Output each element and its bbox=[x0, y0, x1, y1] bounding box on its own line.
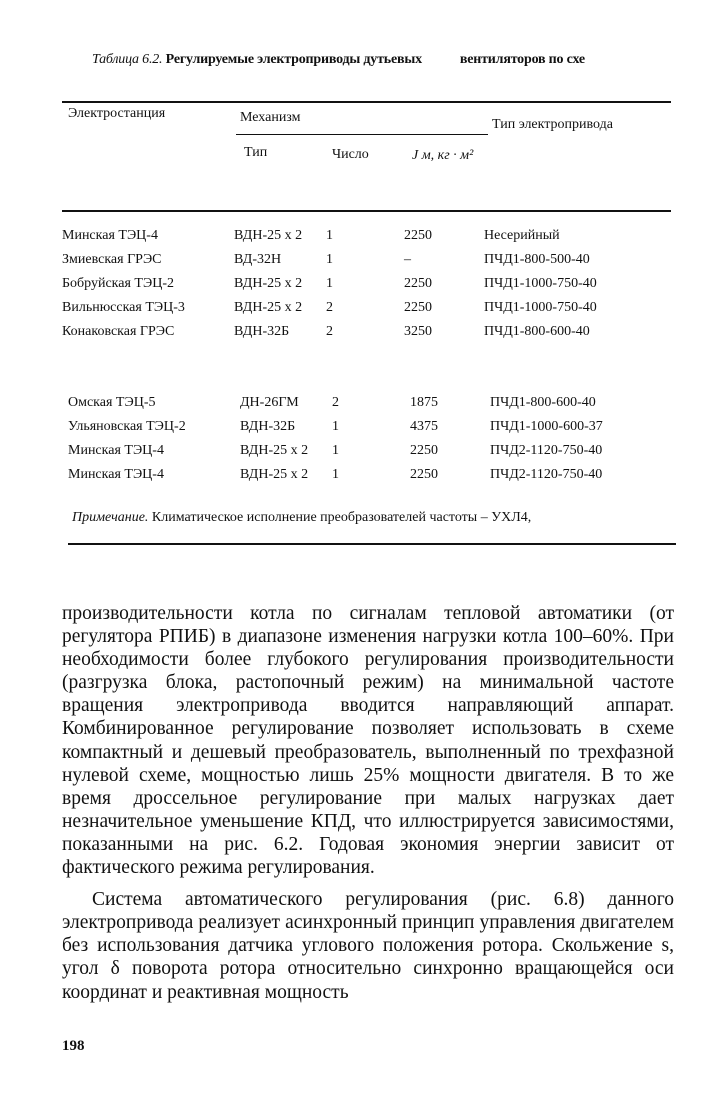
cell-type: ВДН-25 х 2 bbox=[234, 300, 303, 315]
cell-type: ВДН-32Б bbox=[240, 419, 296, 434]
table-caption-lead: Таблица 6.2. bbox=[92, 52, 163, 67]
header-type: Тип bbox=[244, 145, 268, 160]
header-mechanism: Механизм bbox=[240, 110, 301, 125]
cell-count: 2 bbox=[332, 395, 339, 410]
table-row bbox=[68, 419, 630, 443]
cell-count: 2 bbox=[326, 300, 333, 315]
cell-type: ВДН-25 х 2 bbox=[234, 228, 303, 243]
cell-inertia: – bbox=[404, 252, 411, 267]
cell-inertia: 4375 bbox=[410, 419, 438, 434]
cell-station: Ульяновская ТЭЦ-2 bbox=[68, 419, 186, 434]
cell-station: Минская ТЭЦ-4 bbox=[68, 443, 164, 458]
cell-station: Конаковская ГРЭС bbox=[62, 324, 175, 339]
table-top-rule bbox=[62, 101, 671, 103]
header-bottom-rule bbox=[62, 210, 671, 212]
cell-inertia: 2250 bbox=[404, 276, 432, 291]
cell-station: Вильнюсская ТЭЦ-3 bbox=[62, 300, 185, 315]
cell-drive: ПЧД2-1120-750-40 bbox=[490, 443, 603, 458]
cell-drive: ПЧД2-1120-750-40 bbox=[490, 467, 603, 482]
table-row bbox=[62, 300, 624, 324]
cell-station: Змиевская ГРЭС bbox=[62, 252, 162, 267]
header-station: Электростанция bbox=[68, 106, 166, 121]
cell-drive: Несерийный bbox=[484, 228, 560, 243]
table-note-text: Климатическое исполнение преобразователей частоты – УХЛ4, bbox=[151, 510, 532, 525]
table-caption-main: Регулируемые электроприводы дутьевых bbox=[165, 52, 422, 67]
cell-inertia: 2250 bbox=[404, 228, 432, 243]
page-number: 198 bbox=[62, 1038, 85, 1054]
table-row bbox=[68, 467, 630, 491]
header-inertia: J м, кг · м² bbox=[412, 148, 474, 163]
cell-count: 1 bbox=[326, 276, 333, 291]
header-count: Число bbox=[332, 147, 369, 162]
cell-count: 1 bbox=[326, 252, 333, 267]
cell-drive: ПЧД1-1000-750-40 bbox=[484, 276, 597, 291]
cell-station: Минская ТЭЦ-4 bbox=[62, 228, 158, 243]
cell-type: ДН-26ГМ bbox=[240, 395, 299, 410]
paragraph: Система автоматического регулирования (рис. 6.8) данного электропривода реализует асинхронный принцип управления двигателем без использования датчика углового положения ротора. Скольжение s, угол δ поворота ротора относительно синхронно вращающейся оси координат и реактивная мощность bbox=[62, 889, 674, 1003]
cell-type: ВД-32Н bbox=[234, 252, 282, 267]
table-row bbox=[68, 443, 630, 467]
table-row bbox=[62, 276, 624, 300]
table-row bbox=[68, 395, 630, 419]
paragraph: производительности котла по сигналам тепловой автоматики (от регулятора РПИБ) в диапазоне изменения нагрузки котла 100–60%. При необходимости более глубокого регулирования производительности (разгрузка блока, растопочный режим) на минимальной частоте вращения электропривода вводится направляющий аппарат. Комбинированное регулирование позволяет использовать в схеме компактный и дешевый преобразователь, выполненный по трехфазной нулевой схеме, мощностью лишь 25% мощности двигателя. В то же время дроссельное регулирование при малых нагрузках дает незначительное уменьшение КПД, что иллюстрируется зависимостями, показанными на рис. 6.2. Годовая экономия энергии зависит от фактического режима регулирования. bbox=[62, 603, 674, 879]
cell-count: 2 bbox=[326, 324, 333, 339]
body-text bbox=[62, 602, 674, 1004]
header-drive-type: Тип электропривода bbox=[492, 117, 613, 132]
cell-station: Бобруйская ТЭЦ-2 bbox=[62, 276, 174, 291]
table-row bbox=[62, 252, 624, 276]
cell-inertia: 2250 bbox=[404, 300, 432, 315]
table-row bbox=[62, 228, 624, 252]
cell-inertia: 1875 bbox=[410, 395, 438, 410]
cell-station: Минская ТЭЦ-4 bbox=[68, 467, 164, 482]
cell-inertia: 3250 bbox=[404, 324, 432, 339]
cell-inertia: 2250 bbox=[410, 467, 438, 482]
cell-station: Омская ТЭЦ-5 bbox=[68, 395, 156, 410]
cell-drive: ПЧД1-1000-600-37 bbox=[490, 419, 603, 434]
cell-type: ВДН-25 х 2 bbox=[240, 467, 309, 482]
cell-inertia: 2250 bbox=[410, 443, 438, 458]
mechanism-rule bbox=[236, 134, 488, 135]
cell-drive: ПЧД1-800-600-40 bbox=[490, 395, 596, 410]
cell-drive: ПЧД1-800-600-40 bbox=[484, 324, 590, 339]
cell-count: 1 bbox=[332, 419, 339, 434]
table-note bbox=[72, 510, 672, 526]
table-caption-tail: вентиляторов по схе bbox=[459, 52, 585, 67]
cell-count: 1 bbox=[332, 467, 339, 482]
table-group-1 bbox=[62, 228, 624, 348]
cell-type: ВДН-25 х 2 bbox=[240, 443, 309, 458]
table-caption bbox=[92, 52, 672, 68]
table-bottom-rule bbox=[68, 543, 676, 545]
cell-drive: ПЧД1-800-500-40 bbox=[484, 252, 590, 267]
table-row bbox=[62, 324, 624, 348]
cell-type: ВДН-32Б bbox=[234, 324, 290, 339]
cell-count: 1 bbox=[332, 443, 339, 458]
cell-count: 1 bbox=[326, 228, 333, 243]
cell-type: ВДН-25 х 2 bbox=[234, 276, 303, 291]
cell-drive: ПЧД1-1000-750-40 bbox=[484, 300, 597, 315]
table-note-label: Примечание. bbox=[72, 510, 149, 525]
table-group-2 bbox=[68, 395, 630, 491]
